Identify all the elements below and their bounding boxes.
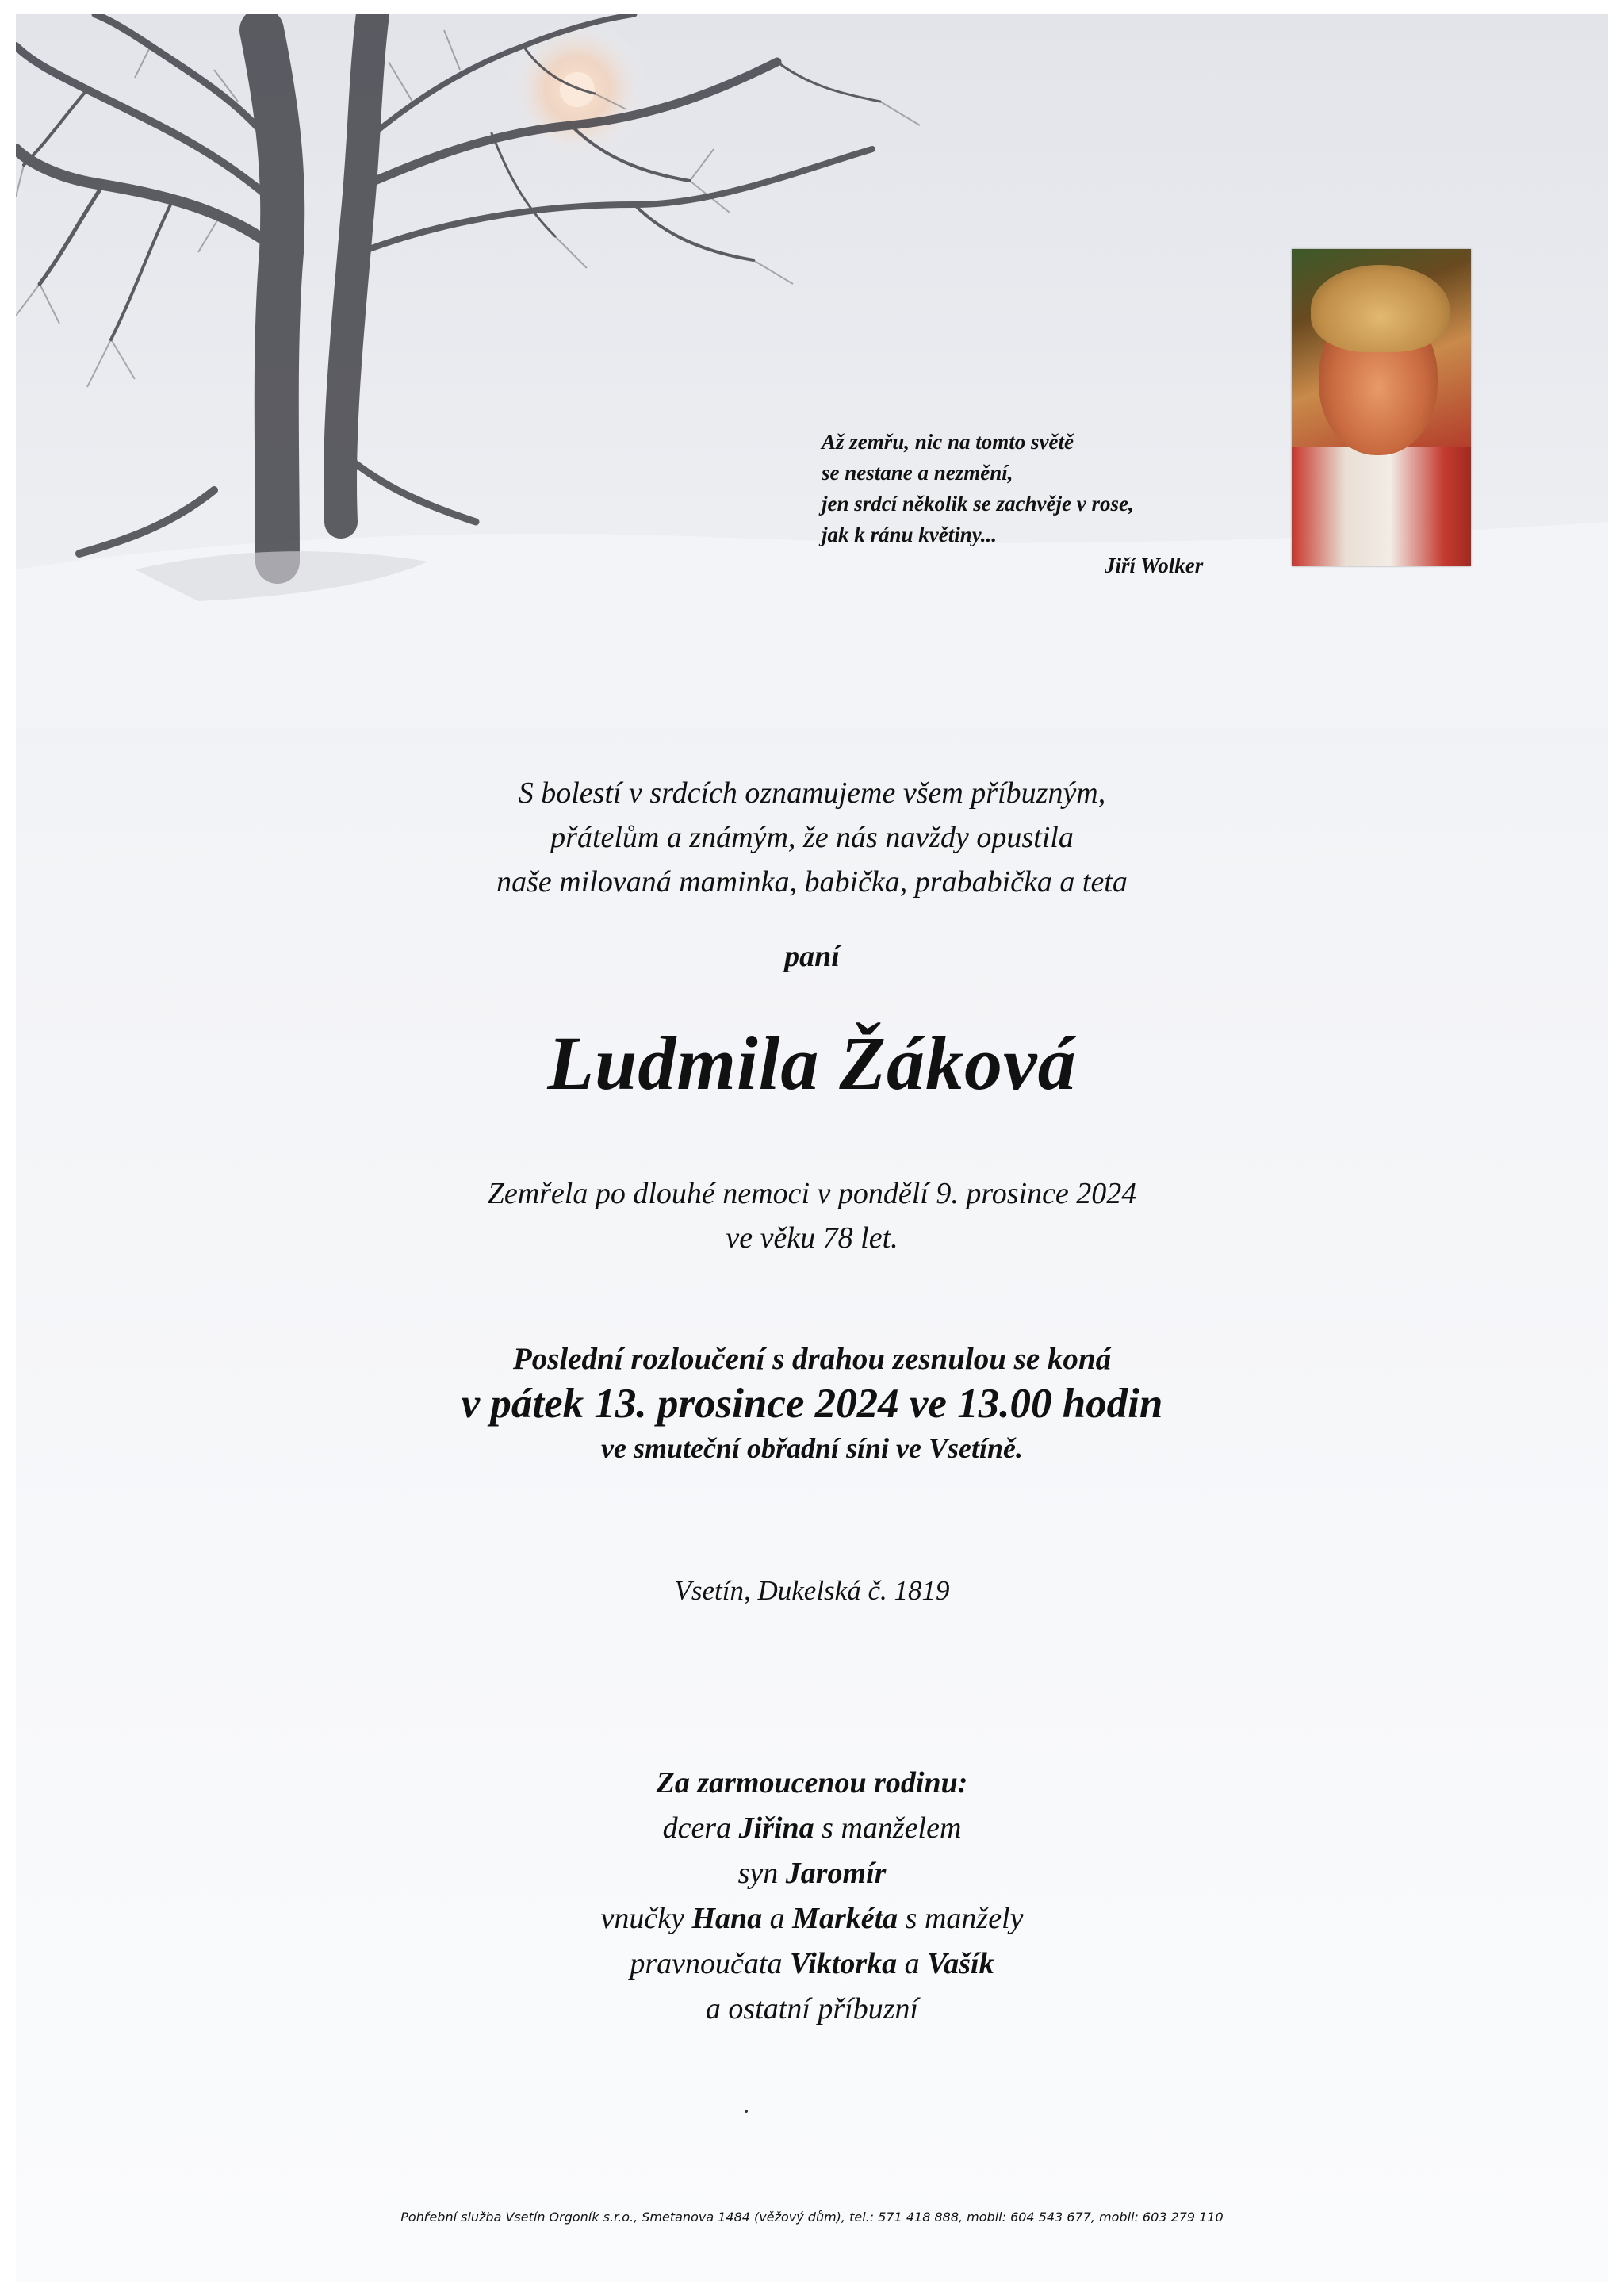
- relation-suffix: s manželem: [814, 1811, 962, 1845]
- death-age: ve věku 78 let.: [726, 1221, 898, 1255]
- relation: vnučky: [600, 1902, 692, 1935]
- family-row-granddaughters: [0, 1896, 1624, 1941]
- family-row-son: [0, 1851, 1624, 1896]
- portrait-photo: [1292, 249, 1471, 566]
- portrait-shirt: [1292, 447, 1471, 566]
- family-list: [0, 1761, 1624, 2032]
- poem-line: se nestane a nezmění,: [822, 461, 1013, 485]
- relation: syn: [737, 1857, 786, 1890]
- relative-name: Hana: [691, 1902, 763, 1935]
- poem-author: Jiří Wolker: [1105, 554, 1204, 577]
- address: Vsetín, Dukelská č. 1819: [674, 1575, 950, 1606]
- relative-name: Jiřina: [738, 1811, 814, 1845]
- relative-name: Viktorka: [789, 1947, 898, 1980]
- poem: [822, 427, 1234, 581]
- family-row-others: a ostatní příbuzní: [705, 1992, 919, 2026]
- relation-suffix: s manžely: [898, 1902, 1024, 1935]
- death-info: [0, 1171, 1624, 1260]
- funeral-place: ve smuteční obřadní síni ve Vsetíně.: [600, 1432, 1023, 1464]
- death-date: Zemřela po dlouhé nemoci v pondělí 9. prosince 2024: [487, 1177, 1137, 1210]
- deceased-name: Ludmila Žáková: [547, 1021, 1077, 1106]
- family-heading: Za zarmoucenou rodinu:: [656, 1766, 968, 1800]
- family-row-great-grandchildren: [0, 1941, 1624, 1987]
- portrait-hair: [1311, 265, 1450, 352]
- announcement-intro: [0, 771, 1624, 904]
- funeral-info: [0, 1340, 1624, 1467]
- intro-line: S bolestí v srdcích oznamujeme všem příbuzným,: [518, 776, 1106, 810]
- intro-line: naše milovaná maminka, babička, prababička a teta: [496, 865, 1128, 899]
- relative-name: Markéta: [792, 1902, 898, 1935]
- conjunction: a: [897, 1947, 928, 1980]
- poem-line: jen srdcí několik se zachvěje v rose,: [822, 492, 1134, 516]
- funeral-datetime: v pátek 13. prosince 2024 ve 13.00 hodin: [461, 1381, 1163, 1427]
- relative-name: Vašík: [927, 1947, 994, 1980]
- funeral-intro: Poslední rozloučení s drahou zesnulou se koná: [512, 1342, 1112, 1376]
- relative-name: Jaromír: [785, 1857, 887, 1890]
- relation: pravnoučata: [630, 1947, 790, 1980]
- conjunction: a: [762, 1902, 793, 1935]
- intro-line: přátelům a známým, že nás navždy opustila: [550, 821, 1074, 854]
- funeral-service-footer: Pohřební služba Vsetín Orgoník s.r.o., Smetanova 1484 (věžový dům), tel.: 571 418 888, mobil: 604 543 677, mobil: 603 279 110: [400, 2210, 1224, 2225]
- family-row-daughter: [0, 1806, 1624, 1851]
- relation: dcera: [662, 1811, 739, 1845]
- title-prefix: paní: [784, 940, 840, 973]
- poem-line: Až zemřu, nic na tomto světě: [822, 430, 1074, 454]
- poem-line: jak k ránu květiny...: [822, 523, 998, 546]
- stray-dot: [745, 2110, 748, 2113]
